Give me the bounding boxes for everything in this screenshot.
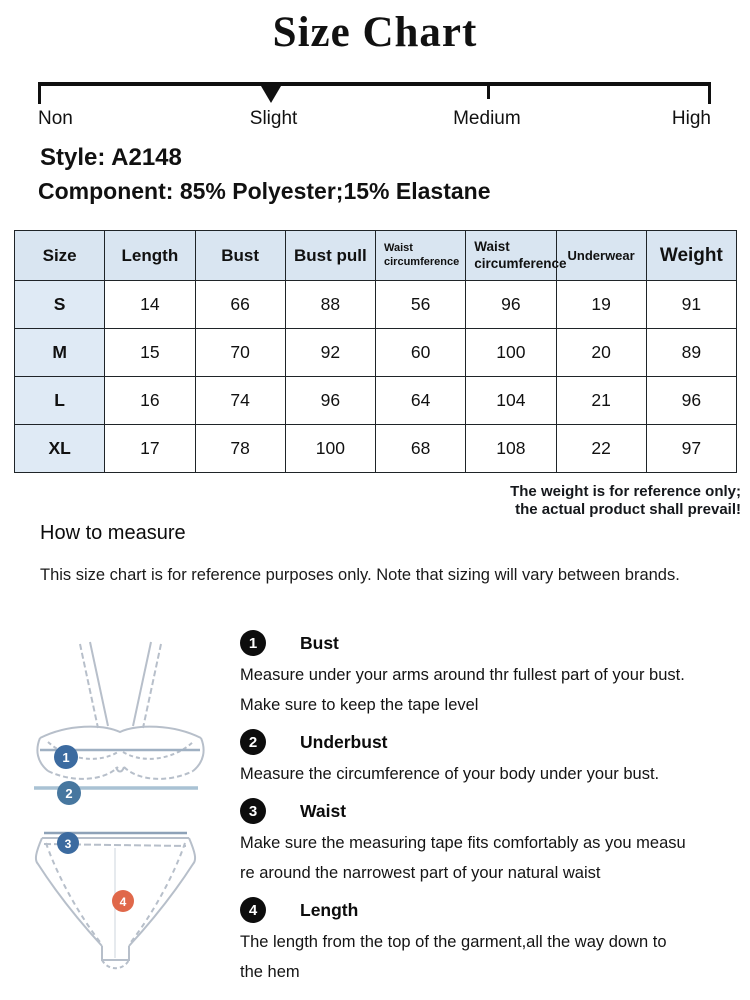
style-value: A2148	[111, 144, 182, 171]
cell-value: 15	[105, 329, 195, 377]
table-row-s	[15, 281, 737, 329]
cell-value: 89	[646, 329, 736, 377]
step-3-badge-icon: 3	[240, 798, 266, 824]
cell-value: 56	[376, 281, 466, 329]
cell-value: 20	[556, 329, 646, 377]
cell-value: 92	[285, 329, 375, 377]
scale-tick-medium	[487, 82, 490, 99]
table-row-l	[15, 377, 737, 425]
scale-labels	[38, 108, 711, 134]
size-table	[14, 230, 737, 473]
how-to-measure-heading: How to measure	[40, 522, 186, 544]
component-label: Component:	[38, 178, 174, 204]
step-label: Length	[300, 899, 359, 920]
header-size: Size	[15, 231, 105, 281]
table-row-m	[15, 329, 737, 377]
scale-label-slight: Slight	[249, 108, 298, 129]
step-description: re around the narrowest part of your natural waist	[240, 864, 601, 882]
cell-value: 70	[195, 329, 285, 377]
header-underwear: Underwear	[556, 231, 646, 281]
step-description: Make sure to keep the tape level	[240, 696, 479, 714]
cell-value: 96	[646, 377, 736, 425]
step-underbust	[240, 729, 740, 789]
cell-value: 22	[556, 425, 646, 473]
cell-value: 96	[285, 377, 375, 425]
pantie-marker-4-number: 4	[119, 895, 127, 909]
cell-value: 64	[376, 377, 466, 425]
header-bust: Bust	[195, 231, 285, 281]
cell-value: 108	[466, 425, 556, 473]
header-bust-pull: Bust pull	[285, 231, 375, 281]
step-label: Underbust	[300, 731, 388, 752]
bra-marker-1-number: 1	[62, 750, 70, 765]
cell-value: 88	[285, 281, 375, 329]
measure-section	[0, 618, 750, 996]
step-description: the hem	[240, 963, 300, 981]
step-label: Bust	[300, 632, 339, 653]
size-table-header-row	[15, 231, 737, 281]
header-waist-circumference-2: Waist circumference	[466, 231, 556, 281]
step-head	[240, 630, 740, 656]
page-title: Size Chart	[272, 9, 478, 56]
weight-disclaimer	[510, 483, 741, 518]
scale-tick-right	[708, 82, 711, 104]
scale-label-high: High	[671, 108, 711, 129]
cell-size: M	[15, 329, 105, 377]
step-1-badge-icon: 1	[240, 630, 266, 656]
cell-value: 100	[285, 425, 375, 473]
step-description: The length from the top of the garment,all the way down to	[240, 933, 667, 951]
step-label: Waist	[300, 800, 347, 821]
header-length: Length	[105, 231, 195, 281]
cell-size: L	[15, 377, 105, 425]
style-line	[40, 144, 182, 172]
style-label: Style:	[40, 144, 106, 171]
cell-value: 66	[195, 281, 285, 329]
scale-pointer-icon	[261, 86, 281, 103]
step-head	[240, 897, 740, 923]
cell-size: S	[15, 281, 105, 329]
step-description: Make sure the measuring tape fits comfortably as you measu	[240, 834, 686, 852]
scale-label-non: Non	[38, 108, 73, 129]
cell-value: 68	[376, 425, 466, 473]
cell-value: 96	[466, 281, 556, 329]
cell-value: 17	[105, 425, 195, 473]
cell-value: 60	[376, 329, 466, 377]
header-waist-circumference-1: Waist circumference	[376, 231, 466, 281]
bra-marker-2-number: 2	[65, 786, 73, 801]
weight-disclaimer-line1: The weight is for reference only;	[510, 483, 741, 500]
weight-disclaimer-line2: the actual product shall prevail!	[515, 500, 741, 518]
scale-label-medium: Medium	[453, 108, 521, 129]
cell-value: 14	[105, 281, 195, 329]
cell-value: 91	[646, 281, 736, 329]
scale-bar	[38, 82, 711, 86]
step-length	[240, 897, 740, 987]
header-weight: Weight	[646, 231, 736, 281]
step-2-badge-icon: 2	[240, 729, 266, 755]
step-head	[240, 798, 740, 824]
component-line	[38, 178, 490, 205]
step-waist	[240, 798, 740, 888]
cell-value: 100	[466, 329, 556, 377]
padding-scale	[38, 70, 711, 136]
pantie-marker-3-number: 3	[64, 837, 72, 851]
scale-tick-left	[38, 82, 41, 104]
measure-steps	[240, 618, 740, 996]
step-description: Measure under your arms around thr fullest part of your bust.	[240, 666, 685, 684]
reference-note: This size chart is for reference purposes only. Note that sizing will vary between brands.	[40, 566, 680, 584]
bra-illustration	[28, 640, 213, 810]
cell-size: XL	[15, 425, 105, 473]
cell-value: 78	[195, 425, 285, 473]
cell-value: 97	[646, 425, 736, 473]
step-description: Measure the circumference of your body under your bust.	[240, 765, 660, 783]
step-head	[240, 729, 740, 755]
cell-value: 19	[556, 281, 646, 329]
cell-value: 104	[466, 377, 556, 425]
pantie-illustration	[28, 830, 203, 980]
step-bust	[240, 630, 740, 720]
illustration-column	[0, 618, 240, 996]
step-4-badge-icon: 4	[240, 897, 266, 923]
cell-value: 16	[105, 377, 195, 425]
cell-value: 21	[556, 377, 646, 425]
cell-value: 74	[195, 377, 285, 425]
component-value: 85% Polyester;15% Elastane	[179, 178, 491, 204]
table-row-xl	[15, 425, 737, 473]
